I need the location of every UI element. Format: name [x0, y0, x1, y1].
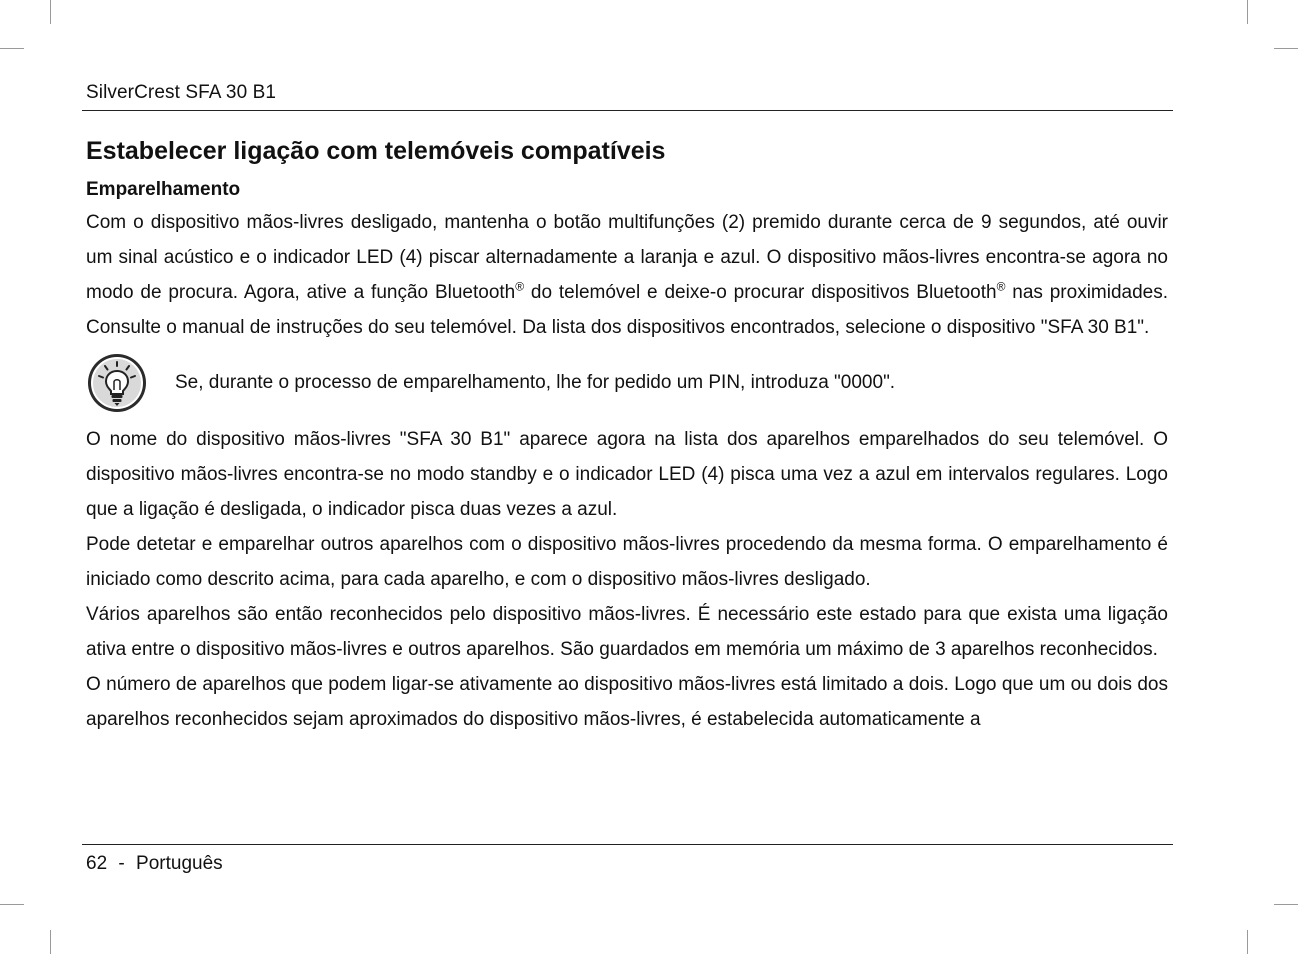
footer-language: Português	[136, 853, 223, 874]
page-content	[86, 132, 1168, 737]
registered-mark: ®	[996, 279, 1006, 294]
crop-mark	[0, 48, 24, 49]
lightbulb-icon	[86, 352, 148, 414]
subsection-heading: Emparelhamento	[86, 179, 241, 200]
body-paragraph: Vários aparelhos são então reconhecidos pelo dispositivo mãos-livres. É necessário este estado para que exista uma ligação ativa entre o dispositivo mãos-livres e outros aparelhos. São guardados em memória um máximo de 3 aparelhos reconhecidos.	[86, 604, 1168, 660]
registered-mark: ®	[515, 279, 525, 294]
page-footer	[86, 853, 223, 875]
crop-mark	[0, 904, 24, 905]
crop-mark	[50, 0, 51, 24]
crop-mark	[1274, 48, 1298, 49]
tip-text: Se, durante o processo de emparelhamento, lhe for pedido um PIN, introduza "0000".	[175, 372, 896, 393]
body-paragraph	[86, 205, 1168, 345]
body-paragraph: O nome do dispositivo mãos-livres "SFA 30 B1" aparece agora na lista dos aparelhos emparelhados do seu telemóvel. O dispositivo mãos-livres encontra-se no modo standby e o indicador LED (4) pisca uma vez a azul em intervalos regulares. Logo que a ligação é desligada, o indicador pisca duas vezes a azul.	[86, 429, 1168, 520]
crop-mark	[1274, 904, 1298, 905]
tip-note	[86, 350, 1168, 416]
crop-mark	[1247, 930, 1248, 954]
crop-mark	[1247, 0, 1248, 24]
page-number: 62	[86, 853, 108, 874]
footer-separator: -	[118, 853, 125, 874]
text-run: nas proximidades. Consulte o manual de instruções do seu telemóvel. Da lista dos dispositivos encontrados, selecione o dispositivo "SFA 30 B1".	[86, 282, 1169, 338]
crop-mark	[50, 930, 51, 954]
text-run: do telemóvel e deixe-o procurar dispositivos Bluetooth	[524, 282, 997, 303]
header-rule	[82, 110, 1173, 111]
running-header: SilverCrest SFA 30 B1	[86, 82, 277, 103]
section-heading: Estabelecer ligação com telemóveis compatíveis	[86, 137, 666, 165]
footer-rule	[82, 844, 1173, 845]
body-paragraph: Pode detetar e emparelhar outros aparelhos com o dispositivo mãos-livres procedendo da mesma forma. O emparelhamento é iniciado como descrito acima, para cada aparelho, e com o dispositivo mãos-livres desligado.	[86, 534, 1168, 590]
body-paragraph: O número de aparelhos que podem ligar-se ativamente ao dispositivo mãos-livres está limitado a dois. Logo que um ou dois dos aparelhos reconhecidos sejam aproximados do dispositivo mãos-livres, é estabelecida automaticamente a	[86, 674, 1168, 730]
text-run: Com o dispositivo mãos-livres desligado, mantenha o botão multifunções (2) premido durante cerca de 9 segundos, até ouvir um sinal acústico e o indicador LED (4) piscar alternadamente a laranja e azul. O dispositivo mãos-livres encontra-se agora no modo de procura. Agora, ative a função Bluetooth	[86, 212, 1168, 303]
